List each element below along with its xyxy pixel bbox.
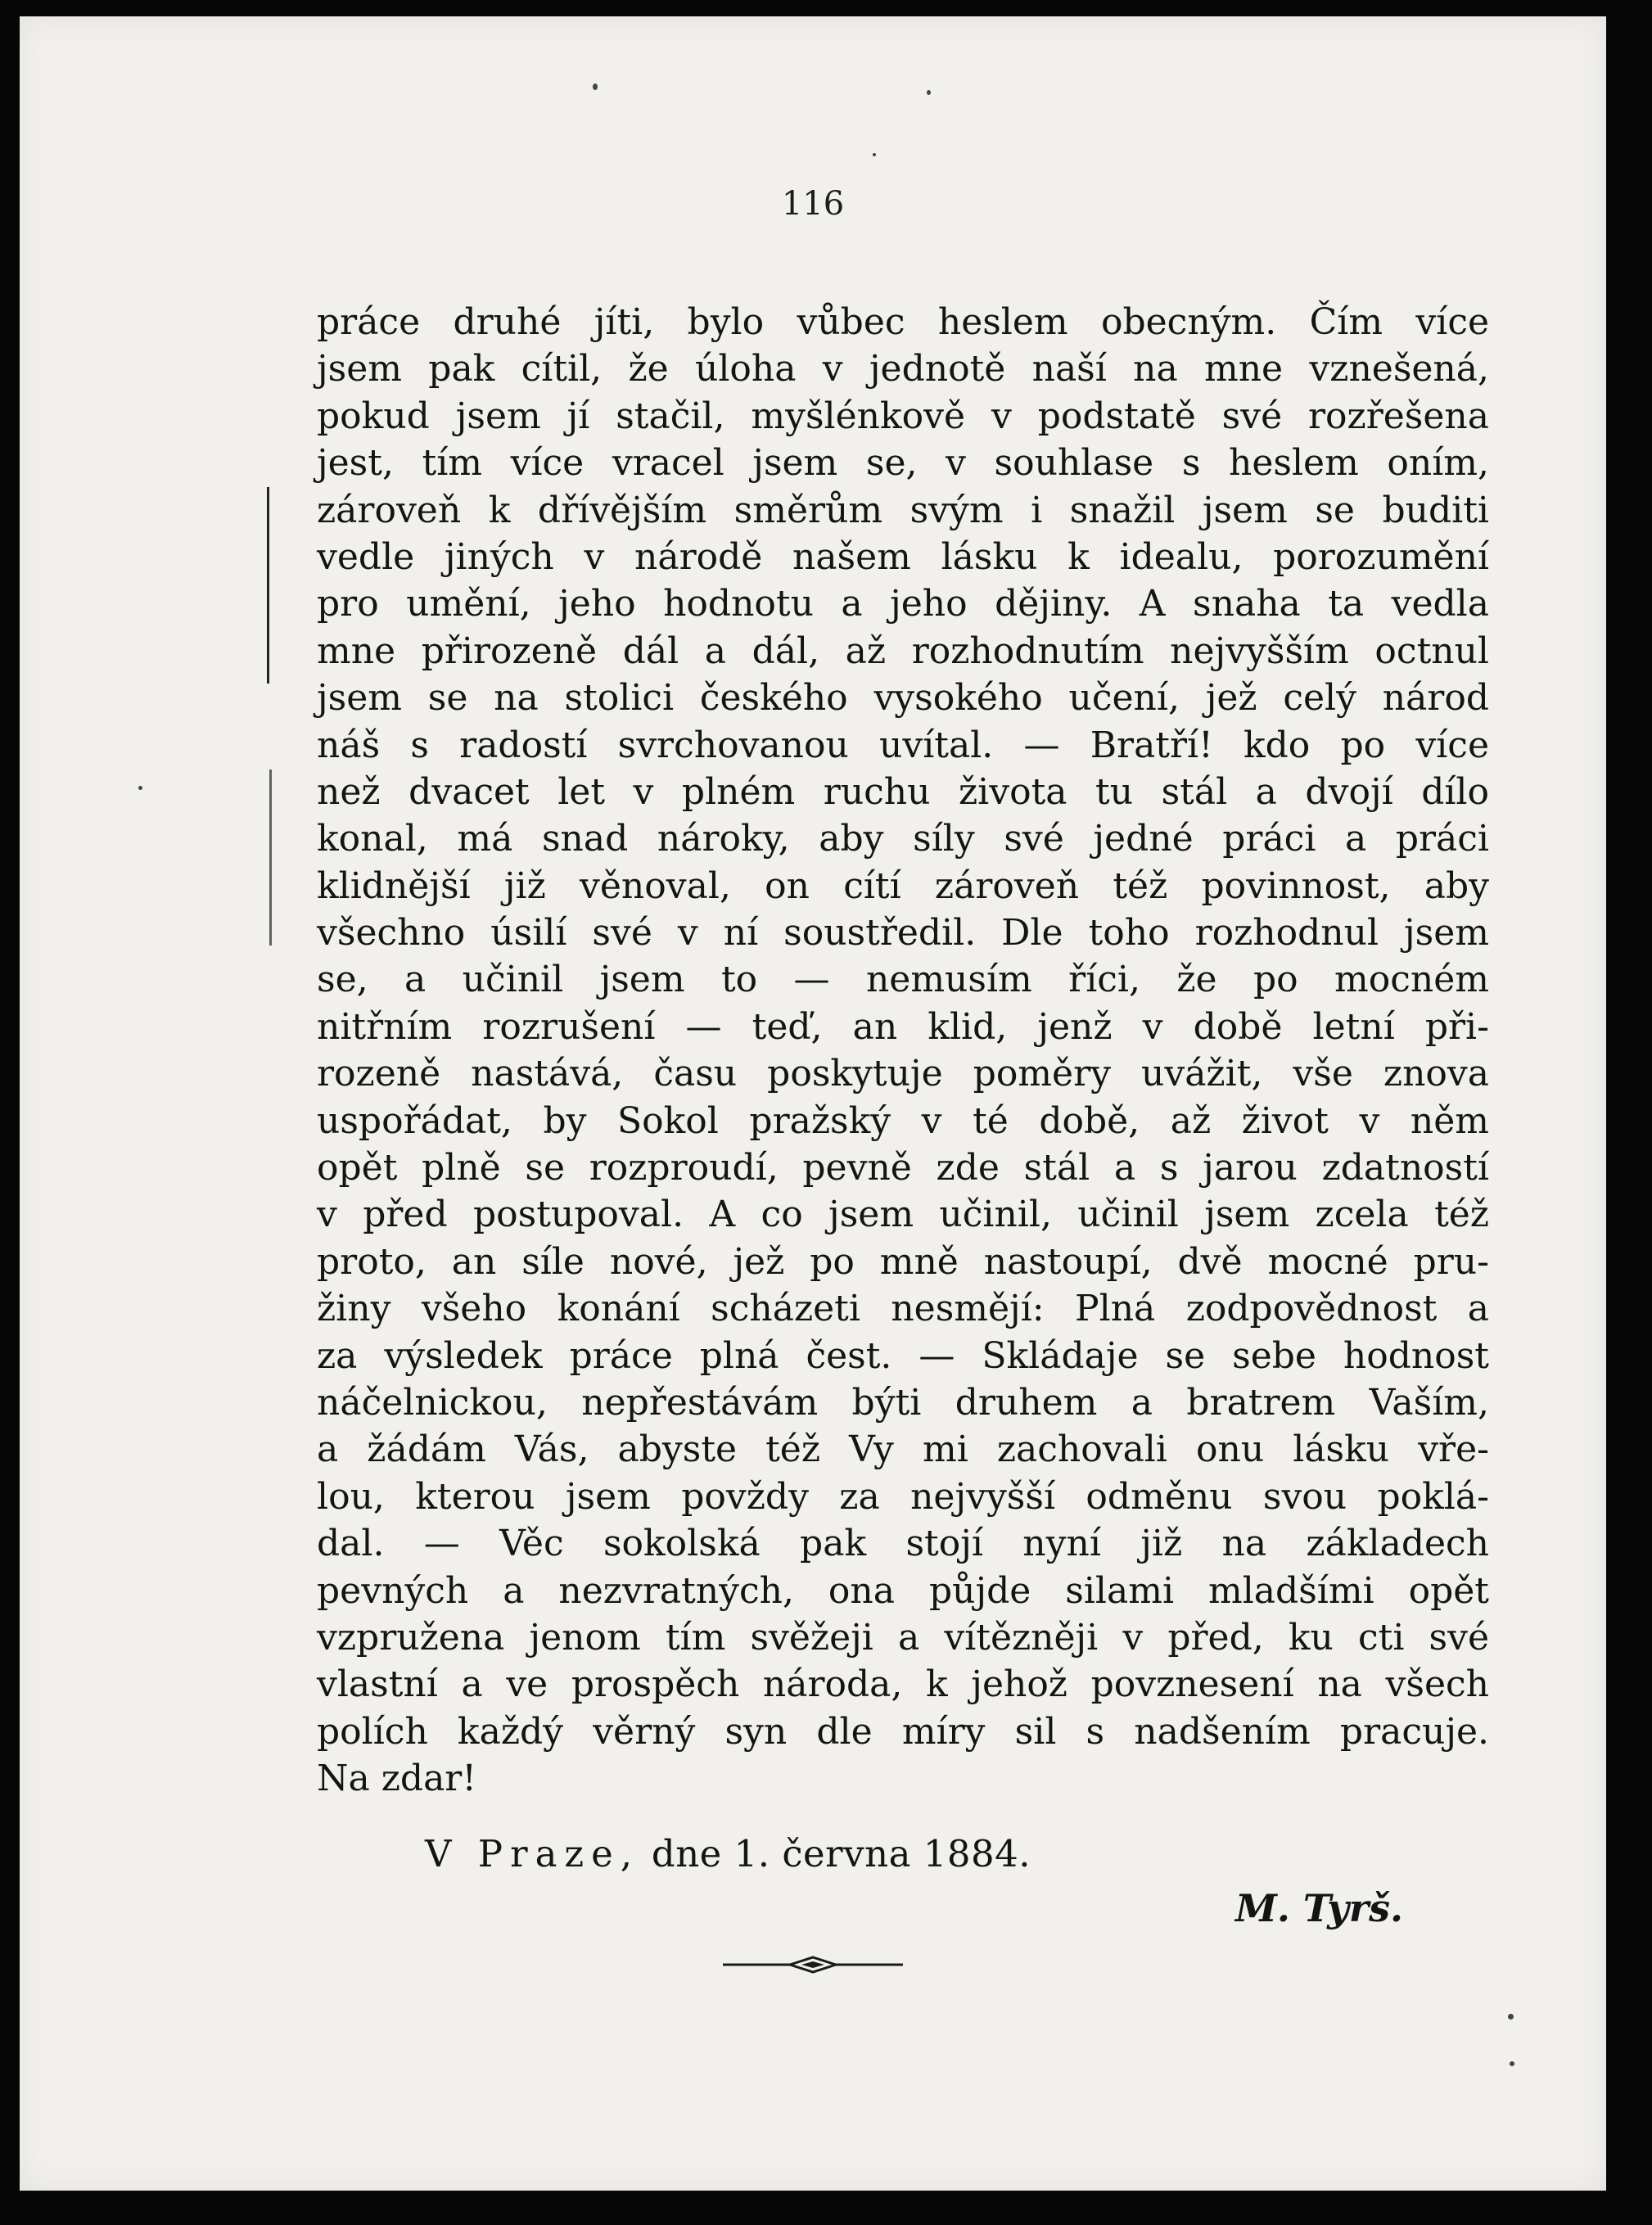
dateline-place: V Praze, <box>425 1832 640 1875</box>
text-line: zároveň k dřívějším směrům svým i snažil jsem se buditi <box>317 489 1489 531</box>
text-line: a žádám Vás, abyste též Vy mi zachovali onu lásku vře- <box>317 1428 1489 1471</box>
text-line: než dvacet let v plném ruchu života tu stál a dvojí dílo <box>317 770 1489 813</box>
text-line: nitřním rozrušení — teď, an klid, jenž v době letní při- <box>317 1005 1489 1048</box>
text-line: náš s radostí svrchovanou uvítal. — Bratří! kdo po více <box>317 724 1489 766</box>
text-line: náčelnickou, nepřestávám býti druhem a bratrem Vaším, <box>317 1381 1489 1424</box>
text-line: vzpružena jenom tím svěžeji a vítězněji v před, ku cti své <box>317 1616 1489 1659</box>
text-line: polích každý věrný syn dle míry sil s nadšením pracuje. <box>317 1710 1489 1753</box>
ornament-divider-icon <box>723 1955 903 1975</box>
body-text <box>317 299 1489 1803</box>
book-page <box>20 16 1606 2191</box>
text-line: dal. — Věc sokolská pak stojí nyní již na základech <box>317 1523 1489 1565</box>
speck <box>1510 2061 1514 2066</box>
speck <box>873 153 876 156</box>
text-line: uspořádat, by Sokol pražský v té době, až život v něm <box>317 1099 1489 1142</box>
text-line: jsem se na stolici českého vysokého učení, jež celý národ <box>317 677 1489 720</box>
margin-mark-upper <box>267 487 269 684</box>
ornament-divider <box>20 1955 1606 1978</box>
speck <box>1508 2014 1514 2020</box>
speck <box>593 83 598 90</box>
text-line-closing: Na zdar! <box>317 1758 477 1800</box>
margin-mark-lower <box>269 769 272 946</box>
text-line: rozeně nastává, času poskytuje poměry uvážit, vše znova <box>317 1053 1489 1095</box>
text-line: v před postupoval. A co jsem učinil, učinil jsem zcela též <box>317 1194 1489 1236</box>
text-line: pro umění, jeho hodnotu a jeho dějiny. A snaha ta vedla <box>317 583 1489 625</box>
text-line: mne přirozeně dál a dál, až rozhodnutím nejvyšším octnul <box>317 630 1489 672</box>
text-line: práce druhé jíti, bylo vůbec heslem obecným. Čím více <box>317 301 1489 343</box>
text-line: za výsledek práce plná čest. — Skládaje se sebe hodnost <box>317 1334 1489 1377</box>
text-line: všechno úsilí své v ní soustředil. Dle toho rozhodnul jsem <box>317 912 1489 955</box>
text-line: pokud jsem jí stačil, myšlénkově v podstatě své rozřešena <box>317 395 1489 437</box>
text-line: lou, kterou jsem povždy za nejvyšší odměnu svou poklá- <box>317 1475 1489 1518</box>
text-line: pevných a nezvratných, ona půjde silami mladšími opět <box>317 1569 1489 1612</box>
text-line: klidnější již věnoval, on cítí zároveň též povinnost, aby <box>317 864 1489 907</box>
text-line: jsem pak cítil, že úloha v jednotě naší na mne vznešená, <box>317 348 1489 390</box>
page-number: 116 <box>781 185 845 223</box>
text-line: se, a učinil jsem to — nemusím říci, že po mocném <box>317 959 1489 1001</box>
text-line: opět plně se rozproudí, pevně zde stál a s jarou zdatností <box>317 1147 1489 1189</box>
speck <box>927 90 931 95</box>
dateline-date: dne 1. června 1884. <box>651 1832 1031 1875</box>
signature: M. Tyrš. <box>1234 1886 1403 1930</box>
text-line: konal, má snad nároky, aby síly své jedné práci a práci <box>317 818 1489 860</box>
dateline <box>425 1832 1031 1875</box>
text-line: žiny všeho konání scházeti nesmějí: Plná zodpovědnost a <box>317 1288 1489 1330</box>
text-line: vlastní a ve prospěch národa, k jehož povznesení na všech <box>317 1663 1489 1706</box>
speck <box>138 786 142 790</box>
text-line: vedle jiných v národě našem lásku k idealu, porozumění <box>317 535 1489 578</box>
text-line: proto, an síle nové, jež po mně nastoupí, dvě mocné pru- <box>317 1240 1489 1283</box>
text-line: jest, tím více vracel jsem se, v souhlase s heslem oním, <box>317 442 1489 485</box>
